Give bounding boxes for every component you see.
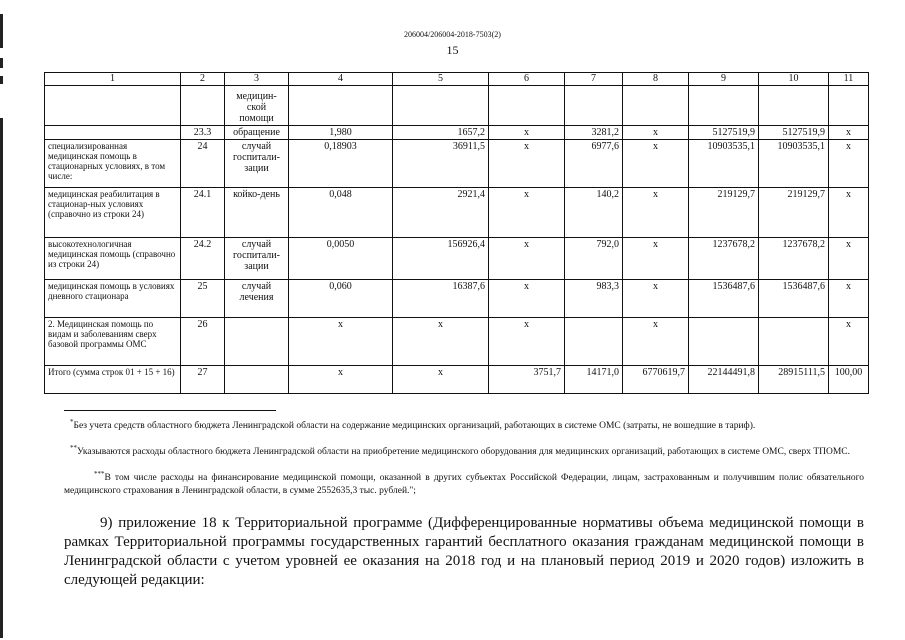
table-row: [45, 188, 869, 238]
table-cell: 5127519,9: [689, 126, 759, 140]
table-row: [45, 126, 869, 140]
table-cell: x: [623, 280, 689, 318]
table-cell: 1,980: [289, 126, 393, 140]
column-header: 6: [489, 73, 565, 86]
table-cell: x: [393, 318, 489, 366]
table-row: [45, 86, 869, 126]
footnote-1: [64, 417, 864, 433]
table-cell: [623, 86, 689, 126]
table-cell: 156926,4: [393, 238, 489, 280]
row-number: 24.1: [181, 188, 225, 238]
table-cell: x: [489, 188, 565, 238]
row-label: [45, 126, 181, 140]
table-cell: 1536487,6: [689, 280, 759, 318]
table-cell: [393, 86, 489, 126]
table-cell: 16387,6: [393, 280, 489, 318]
table-cell: 28915111,5: [759, 366, 829, 394]
table-cell: 219129,7: [689, 188, 759, 238]
footnote-mark: **: [70, 443, 77, 452]
table-cell: [689, 86, 759, 126]
table-cell: 1237678,2: [759, 238, 829, 280]
unit-cell: случай госпитали- зации: [225, 238, 289, 280]
row-label: медицинская помощь в условиях дневного стационара: [45, 280, 181, 318]
table-cell: x: [489, 126, 565, 140]
table-cell: 792,0: [565, 238, 623, 280]
table-cell: 6770619,7: [623, 366, 689, 394]
unit-cell: койко-день: [225, 188, 289, 238]
table-row: [45, 238, 869, 280]
table-cell: 0,0050: [289, 238, 393, 280]
table-cell: 3751,7: [489, 366, 565, 394]
footnote-mark: ***: [94, 469, 105, 478]
column-header: 7: [565, 73, 623, 86]
column-header: 8: [623, 73, 689, 86]
table-cell: x: [623, 126, 689, 140]
table-cell: x: [829, 318, 869, 366]
row-number: 25: [181, 280, 225, 318]
row-number: 26: [181, 318, 225, 366]
table-cell: x: [489, 280, 565, 318]
row-label: высокотехнологичная медицинская помощь (справочно из строки 24): [45, 238, 181, 280]
table-cell: x: [829, 188, 869, 238]
row-number: 27: [181, 366, 225, 394]
table-header-row: [45, 73, 869, 86]
unit-cell: [225, 318, 289, 366]
row-number: 24: [181, 140, 225, 188]
table-row: [45, 280, 869, 318]
table-cell: [565, 86, 623, 126]
footnote-2: [64, 443, 864, 459]
row-label: 2. Медицинская помощь по видам и заболеваниям сверх базовой программы ОМС: [45, 318, 181, 366]
table-cell: x: [489, 140, 565, 188]
table-cell: 140,2: [565, 188, 623, 238]
footnote-3: [64, 469, 864, 498]
footnote-text: Указываются расходы областного бюджета Ленинградской области на приобретение медицинского оборудования для медицинских организаций, работающих в системе ОМС, сверх ТПОМС.: [77, 447, 851, 457]
table-cell: 5127519,9: [759, 126, 829, 140]
table-cell: 0,048: [289, 188, 393, 238]
column-header: 4: [289, 73, 393, 86]
unit-cell: медицин- ской помощи: [225, 86, 289, 126]
unit-cell: обращение: [225, 126, 289, 140]
footnote-divider: [64, 410, 276, 411]
table-cell: 100,00: [829, 366, 869, 394]
data-table: [44, 72, 869, 394]
column-header: 9: [689, 73, 759, 86]
table-row: [45, 140, 869, 188]
column-header: 11: [829, 73, 869, 86]
table-cell: 10903535,1: [759, 140, 829, 188]
table-cell: 14171,0: [565, 366, 623, 394]
column-header: 5: [393, 73, 489, 86]
left-margin-mark: [0, 118, 3, 638]
table-cell: [489, 86, 565, 126]
table-cell: [829, 86, 869, 126]
left-margin-mark: [0, 58, 3, 68]
table-cell: [289, 86, 393, 126]
footnote-text: Без учета средств областного бюджета Ленинградской области на содержание медицинских организаций, работающих в системе ОМС (затраты, не вошедшие в тариф).: [73, 421, 756, 431]
table-cell: [565, 318, 623, 366]
table-cell: x: [489, 238, 565, 280]
row-label: специализированная медицинская помощь в стационарных условиях, в том числе:: [45, 140, 181, 188]
table-cell: x: [623, 318, 689, 366]
column-header: 2: [181, 73, 225, 86]
table-cell: x: [829, 238, 869, 280]
table-row: [45, 318, 869, 366]
table-cell: 219129,7: [759, 188, 829, 238]
table-cell: 6977,6: [565, 140, 623, 188]
unit-cell: [225, 366, 289, 394]
row-label: [45, 86, 181, 126]
table-cell: [759, 86, 829, 126]
table-cell: 3281,2: [565, 126, 623, 140]
table-cell: x: [829, 280, 869, 318]
table-cell: x: [623, 188, 689, 238]
page-number: 15: [446, 43, 459, 57]
column-header: 1: [45, 73, 181, 86]
table-cell: 0,18903: [289, 140, 393, 188]
table-cell: x: [829, 140, 869, 188]
document-id: 206004/206004-2018-7503(2): [404, 30, 501, 39]
table-cell: x: [489, 318, 565, 366]
table-cell: [759, 318, 829, 366]
table-cell: 36911,5: [393, 140, 489, 188]
left-margin-mark: [0, 76, 3, 84]
footnote-mark: *: [70, 417, 74, 426]
row-number: 23.3: [181, 126, 225, 140]
table-cell: x: [289, 366, 393, 394]
unit-cell: случай госпитали- зации: [225, 140, 289, 188]
table-cell: x: [623, 238, 689, 280]
table-cell: [689, 318, 759, 366]
unit-cell: случай лечения: [225, 280, 289, 318]
body-paragraph: 9) приложение 18 к Территориальной программе (Дифференцированные нормативы объема медицинской помощи в рамках Территориальной программы государственных гарантий бесплатного оказания гражданам медицинской помощи в Ленинградской области с учетом уровней ее оказания на 2018 год и на плановый период 2019 и 2020 годов) изложить в следующей редакции:: [64, 515, 864, 588]
table-cell: x: [393, 366, 489, 394]
table-cell: 1536487,6: [759, 280, 829, 318]
row-label: медицинская реабилитация в стационар-ных условиях (справочно из строки 24): [45, 188, 181, 238]
table-cell: x: [289, 318, 393, 366]
table-cell: 1657,2: [393, 126, 489, 140]
row-number: 24.2: [181, 238, 225, 280]
table-cell: 983,3: [565, 280, 623, 318]
table-cell: 10903535,1: [689, 140, 759, 188]
column-header: 3: [225, 73, 289, 86]
row-label: Итого (сумма строк 01 + 15 + 16): [45, 366, 181, 394]
footnote-text: В том числе расходы на финансирование медицинской помощи, оказанной в других субъектах Российской Федерации, лицам, застрахованным и получившим полис обязательного медицинского страхования в Ленинградской области, в сумме 2552635,3 тыс. рублей.";: [64, 473, 864, 496]
table-cell: 0,060: [289, 280, 393, 318]
table-cell: 1237678,2: [689, 238, 759, 280]
row-number: [181, 86, 225, 126]
table-cell: x: [623, 140, 689, 188]
table-cell: 2921,4: [393, 188, 489, 238]
table-row: [45, 366, 869, 394]
table-cell: 22144491,8: [689, 366, 759, 394]
column-header: 10: [759, 73, 829, 86]
table-cell: x: [829, 126, 869, 140]
